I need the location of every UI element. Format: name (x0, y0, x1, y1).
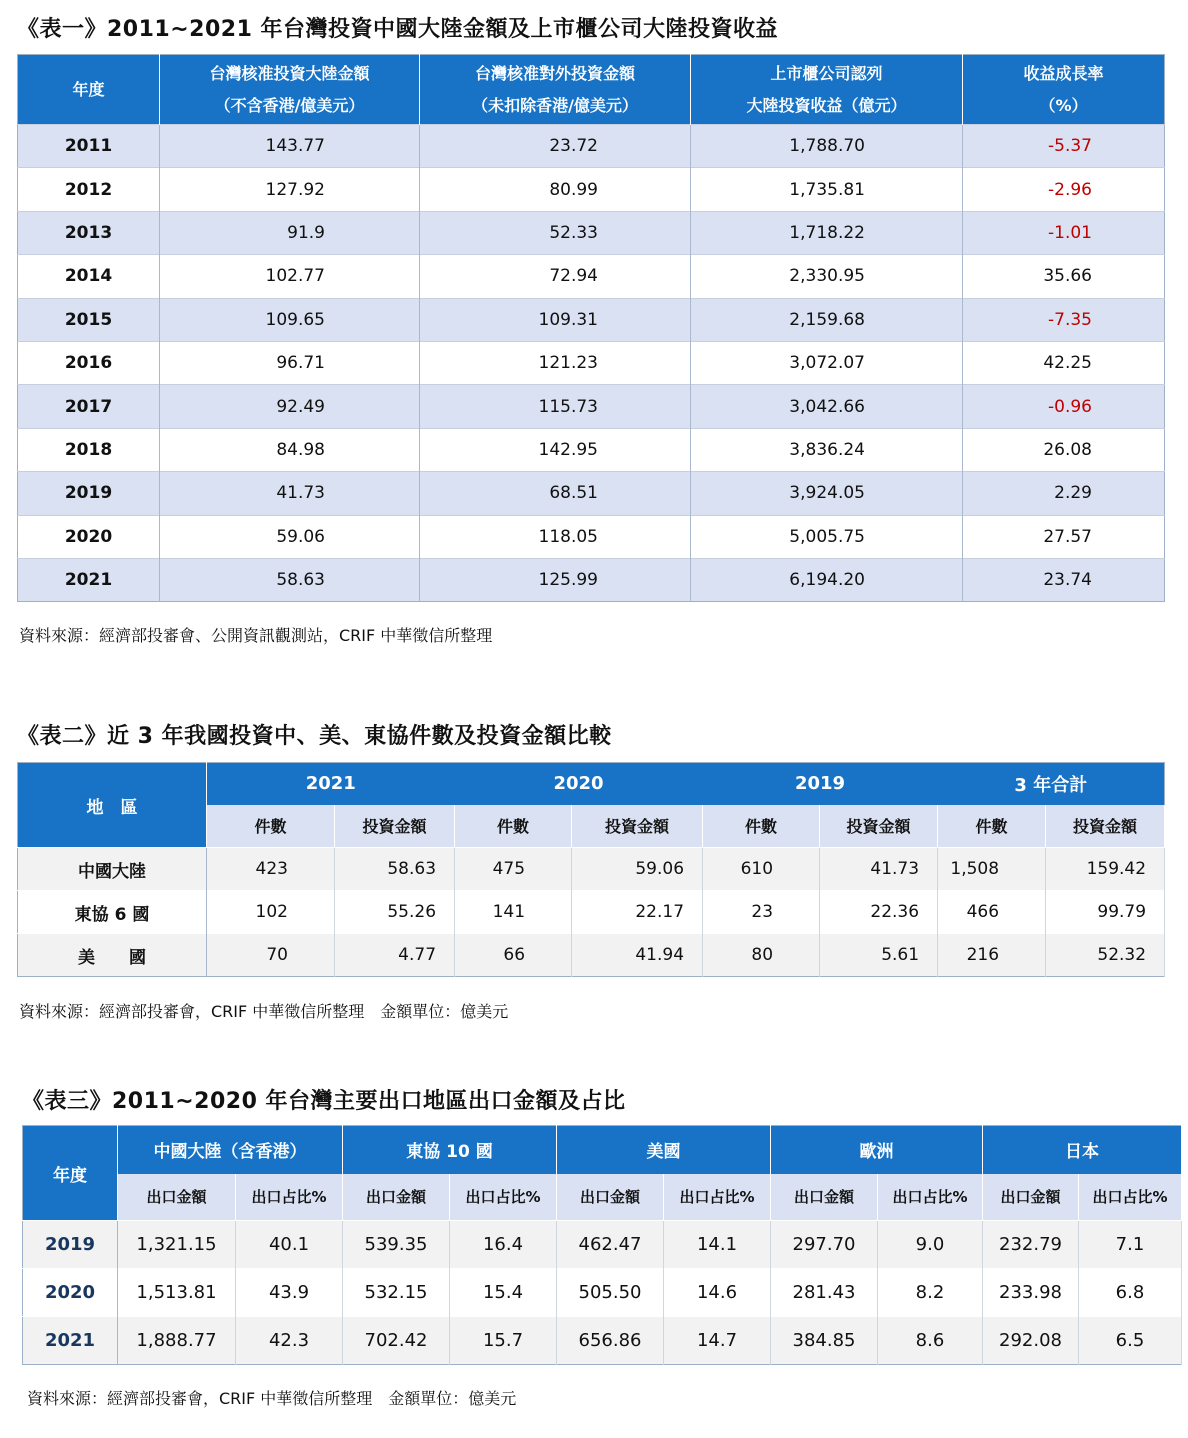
table3-group-header-row (23, 1126, 1182, 1174)
table2-header-year-2020: 2020 (455, 763, 703, 805)
table2-sub-header-amount: 投資金額 (820, 805, 938, 848)
table1-cell-investment-income: 2,159.68 (691, 298, 963, 341)
table2-cell-count: 102 (207, 891, 335, 934)
table1-cell-investment-income: 3,042.66 (691, 385, 963, 428)
table3-header-group: 中國大陸（含香港） (118, 1126, 343, 1174)
table3-cell-export-amount: 1,888.77 (118, 1317, 236, 1365)
table2-header-year-2019: 2019 (703, 763, 938, 805)
table2-sub-header-count: 件數 (703, 805, 820, 848)
table3-sub-header-export-amount: 出口金額 (983, 1174, 1079, 1221)
table3-header-year: 年度 (23, 1126, 118, 1221)
table1-row (18, 472, 1165, 515)
table1-cell-outward-investment: 52.33 (420, 211, 691, 254)
table1-cell-growth-rate: 27.57 (963, 515, 1165, 558)
table2-sub-header-count: 件數 (938, 805, 1046, 848)
table3-cell-export-amount: 656.86 (557, 1317, 664, 1365)
table1-cell-outward-investment: 80.99 (420, 168, 691, 211)
table3-cell-export-share: 6.8 (1079, 1269, 1182, 1317)
table2 (17, 762, 1165, 977)
table2-sub-header-count: 件數 (455, 805, 572, 848)
table1-cell-mainland-investment: 96.71 (160, 341, 420, 384)
table2-cell-count: 66 (455, 934, 572, 977)
table3-header-group: 日本 (983, 1126, 1182, 1174)
table3 (22, 1125, 1182, 1365)
table3-row (23, 1317, 1182, 1365)
table2-title: 《表二》近 3 年我國投資中、美、東協件數及投資金額比較 (17, 724, 612, 749)
table1-cell-year: 2017 (18, 385, 160, 428)
table1-cell-year: 2016 (18, 341, 160, 384)
table3-cell-export-amount: 505.50 (557, 1269, 664, 1317)
table1-cell-mainland-investment: 59.06 (160, 515, 420, 558)
table2-cell-amount: 22.36 (820, 891, 938, 934)
table1-row (18, 558, 1165, 601)
table2-cell-count: 216 (938, 934, 1046, 977)
table1-cell-growth-rate: -2.96 (963, 168, 1165, 211)
table3-source-note: 資料來源：經濟部投審會，CRIF 中華徵信所整理 金額單位：億美元 (27, 1389, 517, 1408)
table1-cell-mainland-investment: 84.98 (160, 428, 420, 471)
table1-cell-outward-investment: 68.51 (420, 472, 691, 515)
table1-cell-mainland-investment: 92.49 (160, 385, 420, 428)
table3-cell-year: 2019 (23, 1221, 118, 1269)
table3-cell-export-share: 9.0 (878, 1221, 983, 1269)
table1-header-row (18, 55, 1165, 125)
table1-cell-growth-rate: 26.08 (963, 428, 1165, 471)
table2-header-year-2021: 2021 (207, 763, 455, 805)
table2-cell-region: 美 國 (18, 934, 207, 977)
table3-cell-year: 2020 (23, 1269, 118, 1317)
table3-cell-export-amount: 462.47 (557, 1221, 664, 1269)
table1-cell-year: 2019 (18, 472, 160, 515)
table3-cell-export-share: 8.6 (878, 1317, 983, 1365)
table1-cell-mainland-investment: 102.77 (160, 255, 420, 298)
table1-cell-growth-rate: -0.96 (963, 385, 1165, 428)
table1-cell-growth-rate: 2.29 (963, 472, 1165, 515)
table3-cell-year: 2021 (23, 1317, 118, 1365)
table3-sub-header-export-amount: 出口金額 (771, 1174, 878, 1221)
table1-source-note: 資料來源：經濟部投審會、公開資訊觀測站，CRIF 中華徵信所整理 (19, 626, 493, 645)
table2-cell-count: 80 (703, 934, 820, 977)
table1-cell-year: 2020 (18, 515, 160, 558)
table2-row (18, 848, 1165, 891)
table2-cell-amount: 41.94 (572, 934, 703, 977)
table2-cell-amount: 4.77 (335, 934, 455, 977)
table2-cell-region: 中國大陸 (18, 848, 207, 891)
table1-cell-growth-rate: 23.74 (963, 558, 1165, 601)
table3-cell-export-share: 42.3 (236, 1317, 343, 1365)
table1-row (18, 428, 1165, 471)
table3-cell-export-amount: 384.85 (771, 1317, 878, 1365)
table1-cell-mainland-investment: 109.65 (160, 298, 420, 341)
table1-cell-year: 2012 (18, 168, 160, 211)
table2-year-header-row (18, 763, 1165, 805)
table3-cell-export-share: 14.7 (664, 1317, 771, 1365)
table1-cell-year: 2013 (18, 211, 160, 254)
table2-cell-amount: 5.61 (820, 934, 938, 977)
table2-cell-amount: 52.32 (1046, 934, 1165, 977)
table3-cell-export-share: 15.7 (450, 1317, 557, 1365)
table2-cell-count: 23 (703, 891, 820, 934)
table1-cell-growth-rate: 35.66 (963, 255, 1165, 298)
table3-cell-export-share: 6.5 (1079, 1317, 1182, 1365)
table2-sub-header-count: 件數 (207, 805, 335, 848)
table2-cell-amount: 58.63 (335, 848, 455, 891)
table1-cell-outward-investment: 109.31 (420, 298, 691, 341)
table2-cell-region: 東協 6 國 (18, 891, 207, 934)
table1-cell-outward-investment: 23.72 (420, 125, 691, 168)
table1-cell-investment-income: 6,194.20 (691, 558, 963, 601)
table2-row (18, 891, 1165, 934)
table1-row (18, 341, 1165, 384)
table1-cell-year: 2014 (18, 255, 160, 298)
table1-cell-growth-rate: 42.25 (963, 341, 1165, 384)
table3-row (23, 1221, 1182, 1269)
table1 (17, 54, 1165, 602)
table3-cell-export-share: 16.4 (450, 1221, 557, 1269)
table3-header-group: 美國 (557, 1126, 771, 1174)
table2-sub-header-amount: 投資金額 (335, 805, 455, 848)
table1-cell-investment-income: 2,330.95 (691, 255, 963, 298)
table3-cell-export-share: 14.1 (664, 1221, 771, 1269)
table1-cell-investment-income: 1,735.81 (691, 168, 963, 211)
table3-cell-export-amount: 702.42 (343, 1317, 450, 1365)
table3-cell-export-amount: 292.08 (983, 1317, 1079, 1365)
table3-cell-export-amount: 281.43 (771, 1269, 878, 1317)
table2-sub-header-amount: 投資金額 (1046, 805, 1165, 848)
table1-cell-year: 2021 (18, 558, 160, 601)
table1-header-investment-income: 上市櫃公司認列 大陸投資收益（億元） (691, 55, 963, 125)
table1-header-growth-rate: 收益成長率 （%） (963, 55, 1165, 125)
table3-cell-export-amount: 1,321.15 (118, 1221, 236, 1269)
table2-header-three-year-total: 3 年合計 (938, 763, 1165, 805)
table1-cell-outward-investment: 142.95 (420, 428, 691, 471)
table1-row (18, 255, 1165, 298)
table1-cell-outward-investment: 118.05 (420, 515, 691, 558)
table1-cell-growth-rate: -7.35 (963, 298, 1165, 341)
table1-cell-investment-income: 5,005.75 (691, 515, 963, 558)
table2-cell-amount: 22.17 (572, 891, 703, 934)
table1-cell-year: 2011 (18, 125, 160, 168)
table1-row (18, 125, 1165, 168)
table2-cell-amount: 41.73 (820, 848, 938, 891)
table2-header-region: 地 區 (18, 763, 207, 848)
table1-row (18, 298, 1165, 341)
table2-cell-count: 466 (938, 891, 1046, 934)
table1-cell-investment-income: 3,924.05 (691, 472, 963, 515)
table1-cell-growth-rate: -1.01 (963, 211, 1165, 254)
table3-cell-export-share: 8.2 (878, 1269, 983, 1317)
table3-cell-export-share: 14.6 (664, 1269, 771, 1317)
table3-sub-header-export-share: 出口占比% (450, 1174, 557, 1221)
table1-cell-mainland-investment: 41.73 (160, 472, 420, 515)
table2-row (18, 934, 1165, 977)
table1-cell-investment-income: 1,788.70 (691, 125, 963, 168)
table3-title: 《表三》2011~2020 年台灣主要出口地區出口金額及占比 (22, 1089, 626, 1114)
table3-cell-export-share: 15.4 (450, 1269, 557, 1317)
table2-cell-amount: 55.26 (335, 891, 455, 934)
table3-sub-header-export-share: 出口占比% (236, 1174, 343, 1221)
table1-header-outward-investment: 台灣核准對外投資金額 （未扣除香港/億美元） (420, 55, 691, 125)
table1-row (18, 515, 1165, 558)
table2-cell-count: 423 (207, 848, 335, 891)
table1-cell-mainland-investment: 58.63 (160, 558, 420, 601)
table1-row (18, 211, 1165, 254)
table1-row (18, 385, 1165, 428)
table3-cell-export-share: 40.1 (236, 1221, 343, 1269)
table3-cell-export-amount: 1,513.81 (118, 1269, 236, 1317)
table3-cell-export-amount: 539.35 (343, 1221, 450, 1269)
table1-cell-mainland-investment: 143.77 (160, 125, 420, 168)
table3-sub-header-export-amount: 出口金額 (118, 1174, 236, 1221)
table1-cell-growth-rate: -5.37 (963, 125, 1165, 168)
table2-cell-amount: 59.06 (572, 848, 703, 891)
table1-header-year: 年度 (18, 55, 160, 125)
table3-cell-export-amount: 532.15 (343, 1269, 450, 1317)
table1-header-mainland-investment: 台灣核准投資大陸金額 （不含香港/億美元） (160, 55, 420, 125)
table2-source-note: 資料來源：經濟部投審會，CRIF 中華徵信所整理 金額單位：億美元 (19, 1002, 509, 1021)
table1-cell-outward-investment: 115.73 (420, 385, 691, 428)
table1-cell-outward-investment: 121.23 (420, 341, 691, 384)
table3-sub-header-row (23, 1174, 1182, 1221)
table3-sub-header-export-share: 出口占比% (664, 1174, 771, 1221)
table3-row (23, 1269, 1182, 1317)
table2-cell-amount: 99.79 (1046, 891, 1165, 934)
table3-sub-header-export-share: 出口占比% (1079, 1174, 1182, 1221)
table3-sub-header-export-share: 出口占比% (878, 1174, 983, 1221)
table1-cell-investment-income: 3,072.07 (691, 341, 963, 384)
table1-cell-mainland-investment: 127.92 (160, 168, 420, 211)
table2-cell-count: 475 (455, 848, 572, 891)
table1-cell-outward-investment: 72.94 (420, 255, 691, 298)
table3-cell-export-share: 43.9 (236, 1269, 343, 1317)
table2-cell-count: 1,508 (938, 848, 1046, 891)
table2-cell-amount: 159.42 (1046, 848, 1165, 891)
table3-cell-export-amount: 297.70 (771, 1221, 878, 1269)
table1-row (18, 168, 1165, 211)
table3-cell-export-amount: 233.98 (983, 1269, 1079, 1317)
table3-cell-export-amount: 232.79 (983, 1221, 1079, 1269)
table3-header-group: 歐洲 (771, 1126, 983, 1174)
table1-title: 《表一》2011~2021 年台灣投資中國大陸金額及上市櫃公司大陸投資收益 (17, 17, 779, 42)
table3-cell-export-share: 7.1 (1079, 1221, 1182, 1269)
table3-sub-header-export-amount: 出口金額 (343, 1174, 450, 1221)
table1-cell-year: 2018 (18, 428, 160, 471)
table1-cell-year: 2015 (18, 298, 160, 341)
table2-sub-header-amount: 投資金額 (572, 805, 703, 848)
table1-cell-investment-income: 1,718.22 (691, 211, 963, 254)
table1-cell-mainland-investment: 91.9 (160, 211, 420, 254)
table3-sub-header-export-amount: 出口金額 (557, 1174, 664, 1221)
table2-cell-count: 70 (207, 934, 335, 977)
table1-cell-outward-investment: 125.99 (420, 558, 691, 601)
table2-cell-count: 610 (703, 848, 820, 891)
table2-cell-count: 141 (455, 891, 572, 934)
table3-header-group: 東協 10 國 (343, 1126, 557, 1174)
table1-cell-investment-income: 3,836.24 (691, 428, 963, 471)
